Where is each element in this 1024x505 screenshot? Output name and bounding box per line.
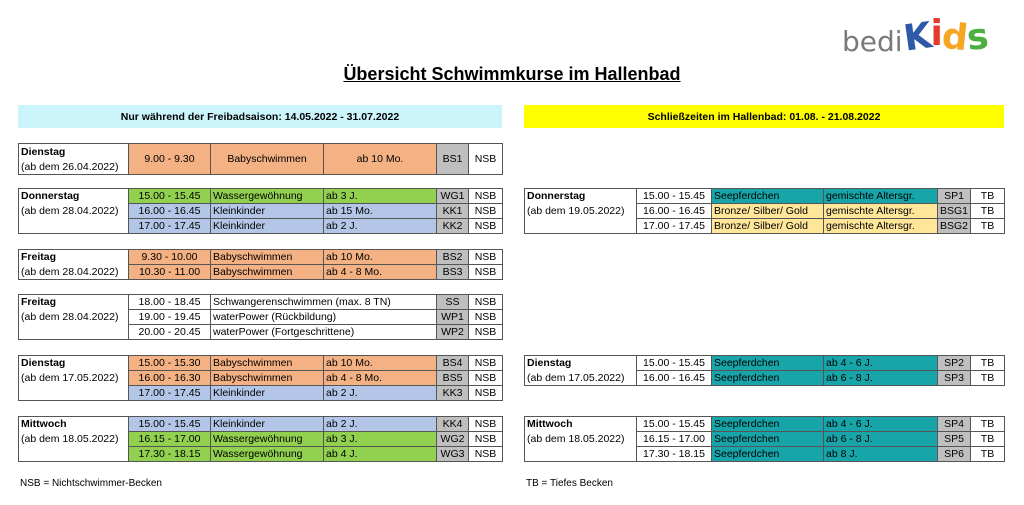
- course-code: SP2: [938, 356, 971, 371]
- course-time: 9.30 - 10.00: [129, 250, 211, 265]
- course-name: Bronze/ Silber/ Gold: [712, 204, 824, 219]
- course-time: 10.30 - 11.00: [129, 265, 211, 280]
- course-time: 16.15 - 17.00: [637, 432, 712, 447]
- logo-letter: d: [939, 15, 969, 60]
- pool-type: NSB: [469, 219, 503, 234]
- legend-tb: TB = Tiefes Becken: [526, 478, 613, 489]
- pool-type: TB: [971, 219, 1005, 234]
- schedule-dienstag-babyschwimmen: [18, 143, 503, 175]
- course-time: 9.00 - 9.30: [129, 144, 211, 175]
- course-name: Seepferdchen: [712, 447, 824, 462]
- course-code: KK1: [437, 204, 469, 219]
- course-time: 17.00 - 17.45: [129, 386, 211, 401]
- table-row: [525, 371, 1005, 386]
- course-time: 16.00 - 16.45: [637, 371, 712, 386]
- schedule-donnerstag: [18, 188, 503, 234]
- logo-letter: i: [930, 13, 942, 54]
- table-row: [525, 204, 1005, 219]
- day-label: Mittwoch: [525, 417, 637, 432]
- course-name: Schwangerenschwimmen (max. 8 TN): [211, 295, 437, 310]
- course-time: 15.00 - 15.45: [637, 189, 712, 204]
- table-row: [19, 219, 503, 234]
- course-name: Wassergewöhnung: [211, 447, 324, 462]
- bedikids-logo: [842, 13, 990, 60]
- pool-type: NSB: [469, 371, 503, 386]
- pool-type: TB: [971, 417, 1005, 432]
- course-code: KK3: [437, 386, 469, 401]
- day-label: Dienstag: [19, 144, 129, 160]
- schedule-right-mittwoch: [524, 416, 1005, 462]
- course-name: Seepferdchen: [712, 356, 824, 371]
- course-name: Babyschwimmen: [211, 265, 324, 280]
- pool-type: NSB: [469, 432, 503, 447]
- pool-type: NSB: [469, 295, 503, 310]
- schedule-freitag-abend: [18, 294, 503, 340]
- day-empty: [19, 447, 129, 462]
- schedule-dienstag-mai: [18, 355, 503, 401]
- course-age: ab 3 J.: [324, 189, 437, 204]
- course-age: gemischte Altersgr.: [824, 219, 938, 234]
- pool-type: TB: [971, 204, 1005, 219]
- banner-schliesszeiten: Schließzeiten im Hallenbad: 01.08. - 21.08.2022: [524, 105, 1004, 128]
- table-row: [525, 432, 1005, 447]
- course-name: Babyschwimmen: [211, 356, 324, 371]
- course-time: 15.00 - 15.30: [129, 356, 211, 371]
- course-age: ab 4 - 8 Mo.: [324, 265, 437, 280]
- schedule-mittwoch: [18, 416, 503, 462]
- table-row: [19, 447, 503, 462]
- pool-type: NSB: [469, 325, 503, 340]
- course-code: SS: [437, 295, 469, 310]
- table-row: [19, 432, 503, 447]
- table-row: [19, 204, 503, 219]
- course-code: KK2: [437, 219, 469, 234]
- table-row: [19, 371, 503, 386]
- table-row: [19, 189, 503, 204]
- course-name: Babyschwimmen: [211, 144, 324, 175]
- course-code: WG2: [437, 432, 469, 447]
- course-time: 20.00 - 20.45: [129, 325, 211, 340]
- page-title: Übersicht Schwimmkurse im Hallenbad: [343, 64, 681, 84]
- legend-nsb: NSB = Nichtschwimmer-Becken: [20, 478, 162, 489]
- course-time: 15.00 - 15.45: [637, 356, 712, 371]
- day-since: (ab dem 28.04.2022): [19, 204, 129, 219]
- course-time: 16.00 - 16.30: [129, 371, 211, 386]
- course-code: SP1: [938, 189, 971, 204]
- course-code: KK4: [437, 417, 469, 432]
- course-code: SP5: [938, 432, 971, 447]
- course-code: SP3: [938, 371, 971, 386]
- course-code: BS5: [437, 371, 469, 386]
- course-name: Seepferdchen: [712, 432, 824, 447]
- course-code: WP1: [437, 310, 469, 325]
- table-row: [19, 310, 503, 325]
- course-name: Babyschwimmen: [211, 371, 324, 386]
- course-code: BSG2: [938, 219, 971, 234]
- course-name: Wassergewöhnung: [211, 189, 324, 204]
- course-code: WP2: [437, 325, 469, 340]
- pool-type: NSB: [469, 356, 503, 371]
- course-age: ab 10 Mo.: [324, 356, 437, 371]
- logo-kids-text: [900, 13, 990, 60]
- day-since: (ab dem 17.05.2022): [19, 371, 129, 386]
- day-label: Freitag: [19, 250, 129, 265]
- course-time: 19.00 - 19.45: [129, 310, 211, 325]
- course-age: ab 8 J.: [824, 447, 938, 462]
- course-time: 17.30 - 18.15: [129, 447, 211, 462]
- course-age: ab 4 - 6 J.: [824, 417, 938, 432]
- course-name: Babyschwimmen: [211, 250, 324, 265]
- banner-freibadsaison: Nur während der Freibadsaison: 14.05.2022 - 31.07.2022: [18, 105, 502, 128]
- course-name: Kleinkinder: [211, 204, 324, 219]
- course-age: gemischte Altersgr.: [824, 204, 938, 219]
- table-row: [19, 250, 503, 265]
- day-since: (ab dem 28.04.2022): [19, 310, 129, 325]
- course-code: WG3: [437, 447, 469, 462]
- table-row: [525, 356, 1005, 371]
- course-code: BS1: [437, 144, 469, 175]
- course-time: 16.15 - 17.00: [129, 432, 211, 447]
- course-name: Seepferdchen: [712, 417, 824, 432]
- table-row: [19, 417, 503, 432]
- day-label: Dienstag: [525, 356, 637, 371]
- schedule-right-dienstag: [524, 355, 1005, 386]
- course-name: waterPower (Fortgeschrittene): [211, 325, 437, 340]
- day-since: (ab dem 18.05.2022): [19, 432, 129, 447]
- day-label: Mittwoch: [19, 417, 129, 432]
- course-time: 17.00 - 17.45: [129, 219, 211, 234]
- pool-type: NSB: [469, 386, 503, 401]
- course-code: BSG1: [938, 204, 971, 219]
- course-age: ab 4 J.: [324, 447, 437, 462]
- pool-type: NSB: [469, 250, 503, 265]
- pool-type: NSB: [469, 144, 503, 175]
- course-name: Bronze/ Silber/ Gold: [712, 219, 824, 234]
- course-age: ab 2 J.: [324, 386, 437, 401]
- pool-type: NSB: [469, 447, 503, 462]
- table-row: [525, 447, 1005, 462]
- course-name: Kleinkinder: [211, 417, 324, 432]
- day-empty: [19, 386, 129, 401]
- pool-type: NSB: [469, 265, 503, 280]
- course-age: ab 10 Mo.: [324, 250, 437, 265]
- day-label: Dienstag: [19, 356, 129, 371]
- course-age: ab 2 J.: [324, 417, 437, 432]
- course-age: ab 4 - 8 Mo.: [324, 371, 437, 386]
- pool-type: TB: [971, 432, 1005, 447]
- course-name: Seepferdchen: [712, 371, 824, 386]
- course-name: waterPower (Rückbildung): [211, 310, 437, 325]
- table-row: [525, 417, 1005, 432]
- day-label: Donnerstag: [19, 189, 129, 204]
- day-since: (ab dem 18.05.2022): [525, 432, 637, 447]
- day-empty: [525, 219, 637, 234]
- pool-type: TB: [971, 371, 1005, 386]
- course-age: ab 4 - 6 J.: [824, 356, 938, 371]
- pool-type: NSB: [469, 189, 503, 204]
- course-time: 15.00 - 15.45: [637, 417, 712, 432]
- course-time: 18.00 - 18.45: [129, 295, 211, 310]
- course-age: ab 2 J.: [324, 219, 437, 234]
- logo-bedi-text: bedi: [842, 25, 903, 58]
- pool-type: TB: [971, 447, 1005, 462]
- table-row: [525, 219, 1005, 234]
- course-name: Kleinkinder: [211, 386, 324, 401]
- course-age: ab 6 - 8 J.: [824, 432, 938, 447]
- table-row: [19, 386, 503, 401]
- table-row: [19, 325, 503, 340]
- table-row: [19, 265, 503, 280]
- course-code: SP6: [938, 447, 971, 462]
- day-label: Donnerstag: [525, 189, 637, 204]
- schedule-right-donnerstag: [524, 188, 1005, 234]
- course-code: BS4: [437, 356, 469, 371]
- course-name: Kleinkinder: [211, 219, 324, 234]
- course-code: BS2: [437, 250, 469, 265]
- course-time: 15.00 - 15.45: [129, 189, 211, 204]
- course-code: SP4: [938, 417, 971, 432]
- course-code: WG1: [437, 189, 469, 204]
- table-row: [19, 295, 503, 310]
- course-age: ab 10 Mo.: [324, 144, 437, 175]
- table-row: [525, 189, 1005, 204]
- course-time: 16.00 - 16.45: [129, 204, 211, 219]
- day-since: (ab dem 17.05.2022): [525, 371, 637, 386]
- schedule-freitag-baby: [18, 249, 503, 280]
- course-time: 17.00 - 17.45: [637, 219, 712, 234]
- course-time: 15.00 - 15.45: [129, 417, 211, 432]
- day-since: (ab dem 28.04.2022): [19, 265, 129, 280]
- logo-letter: s: [964, 16, 990, 59]
- course-age: ab 3 J.: [324, 432, 437, 447]
- day-empty: [19, 325, 129, 340]
- day-empty: [525, 447, 637, 462]
- logo-letter: K: [900, 15, 934, 60]
- course-name: Seepferdchen: [712, 189, 824, 204]
- table-row: [19, 356, 503, 371]
- course-time: 17.30 - 18.15: [637, 447, 712, 462]
- pool-type: TB: [971, 356, 1005, 371]
- course-name: Wassergewöhnung: [211, 432, 324, 447]
- pool-type: NSB: [469, 310, 503, 325]
- pool-type: NSB: [469, 204, 503, 219]
- course-time: 16.00 - 16.45: [637, 204, 712, 219]
- day-empty: [19, 219, 129, 234]
- day-since: (ab dem 26.04.2022): [19, 160, 129, 175]
- course-age: ab 6 - 8 J.: [824, 371, 938, 386]
- pool-type: NSB: [469, 417, 503, 432]
- course-age: ab 15 Mo.: [324, 204, 437, 219]
- pool-type: TB: [971, 189, 1005, 204]
- day-label: Freitag: [19, 295, 129, 310]
- day-since: (ab dem 19.05.2022): [525, 204, 637, 219]
- course-code: BS3: [437, 265, 469, 280]
- course-age: gemischte Altersgr.: [824, 189, 938, 204]
